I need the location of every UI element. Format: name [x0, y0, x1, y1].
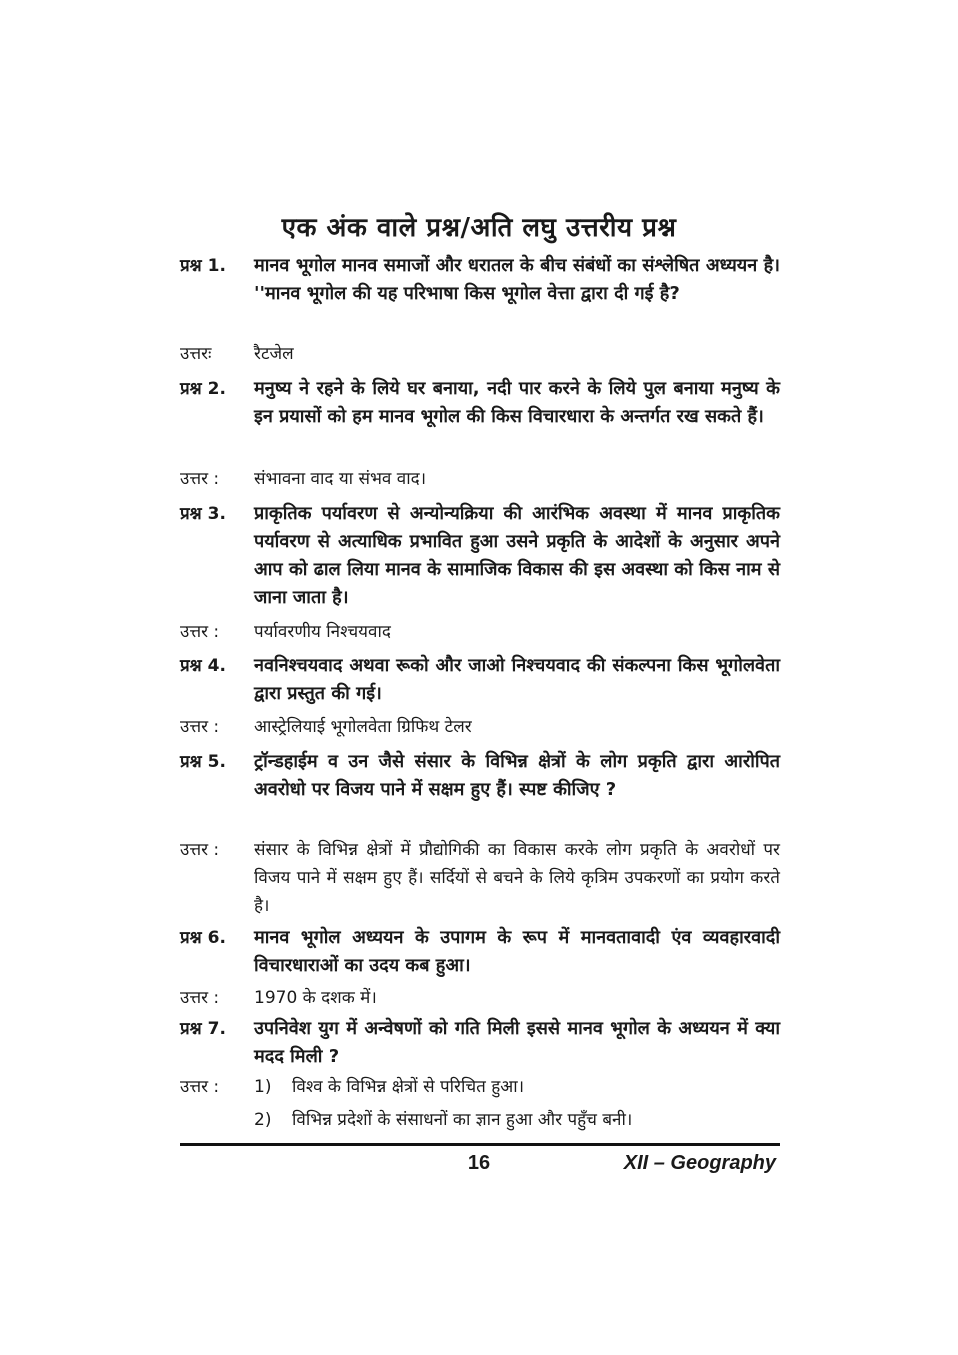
- answer-label: उत्तर :: [180, 1077, 220, 1097]
- answer-block-5: [180, 836, 780, 920]
- answer-label: उत्तरः: [180, 344, 212, 364]
- answer-label: उत्तर :: [180, 469, 220, 489]
- answer-text: संभावना वाद या संभव वाद।: [254, 469, 427, 489]
- answer-label: उत्तर :: [180, 717, 220, 737]
- question-block-1: [180, 252, 780, 308]
- page-title: एक अंक वाले प्रश्न/अति लघु उत्तरीय प्रश्न: [281, 213, 677, 243]
- question-label: प्रश्न 4.: [180, 656, 226, 676]
- answer-label: उत्तर :: [180, 840, 220, 860]
- answer-block-7: [180, 1073, 780, 1134]
- question-label: प्रश्न 6.: [180, 928, 226, 948]
- footer-divider: [180, 1143, 780, 1146]
- answer-text: आस्ट्रेलियाई भूगोलवेता ग्रिफिथ टेलर: [254, 717, 472, 737]
- question-text: मानव भूगोल अध्ययन के उपागम के रूप में मानवतावादी एंव व्यवहारवादी विचारधाराओं का उदय कब हुआ।: [254, 927, 780, 976]
- question-label: प्रश्न 1.: [180, 256, 226, 276]
- question-block-5: [180, 748, 780, 804]
- question-label: प्रश्न 5.: [180, 752, 226, 772]
- answer-list: [254, 1073, 780, 1134]
- answer-block-6: [180, 984, 780, 1012]
- list-text: विश्व के विभिन्न क्षेत्रों से परिचित हुआ।: [292, 1077, 525, 1097]
- question-text: ट्रॉन्डहाईम व उन जैसे संसार के विभिन्न क्षेत्रों के लोग प्रकृति द्वारा आरोपित अवरोधो पर विजय पाने में सक्षम हुए हैं। स्पष्ट कीजिए ?: [254, 751, 780, 800]
- question-block-6: [180, 924, 780, 980]
- question-block-3: [180, 500, 780, 612]
- page-number: 16: [467, 1152, 491, 1174]
- answer-text: पर्यावरणीय निश्चयवाद: [254, 622, 391, 642]
- question-block-7: [180, 1015, 780, 1071]
- list-number: 2): [254, 1110, 272, 1130]
- question-label: प्रश्न 7.: [180, 1019, 226, 1039]
- answer-block-3: [180, 618, 780, 646]
- question-text: प्राकृतिक पर्यावरण से अन्योन्यक्रिया की आरंभिक अवस्था में मानव प्राकृतिक पर्यावरण से अत्याधिक प्रभावित हुआ उसने प्रकृति के आदेशों के अनुसार अपने आप को ढाल लिया मानव के सामाजिक विकास की इस अवस्था को किस नाम से जाना जाता है।: [254, 503, 780, 608]
- question-text: उपनिवेश युग में अन्वेषणों को गति मिली इससे मानव भूगोल के अध्ययन में क्या मदद मिली ?: [254, 1018, 780, 1067]
- answer-text: 1970 के दशक में।: [254, 988, 377, 1008]
- list-item: [254, 1106, 780, 1134]
- answer-block-4: [180, 713, 780, 741]
- question-text: नवनिश्चयवाद अथवा रूको और जाओ निश्चयवाद की संकल्पना किस भूगोलवेता द्वारा प्रस्तुत की गई।: [254, 655, 780, 704]
- question-text: मानव भूगोल मानव समाजों और धरातल के बीच संबंधों का संश्लेषित अध्ययन है। ''मानव भूगोल की यह परिभाषा किस भूगोल वेत्ता द्वारा दी गई है?: [254, 255, 780, 304]
- question-label: प्रश्न 2.: [180, 379, 226, 399]
- question-block-2: [180, 375, 780, 431]
- question-text: मनुष्य ने रहने के लिये घर बनाया, नदी पार करने के लिये पुल बनाया मनुष्य के इन प्रयासों को हम मानव भूगोल की किस विचारधारा के अन्तर्गत रख सकते हैं।: [254, 378, 780, 427]
- list-item: [254, 1073, 780, 1101]
- answer-text: रैटजेल: [254, 344, 294, 364]
- list-text: विभिन्न प्रदेशों के संसाधनों का ज्ञान हुआ और पहुँच बनी।: [292, 1110, 633, 1130]
- answer-label: उत्तर :: [180, 988, 220, 1008]
- list-number: 1): [254, 1077, 272, 1097]
- answer-label: उत्तर :: [180, 622, 220, 642]
- answer-block-1: [180, 340, 780, 368]
- question-label: प्रश्न 3.: [180, 504, 226, 524]
- book-title: XII – Geography: [623, 1152, 776, 1174]
- question-block-4: [180, 652, 780, 708]
- answer-block-2: [180, 465, 780, 493]
- answer-text: संसार के विभिन्न क्षेत्रों में प्रौद्योगिकी का विकास करके लोग प्रकृति के अवरोधों पर विजय पाने में सक्षम हुए हैं। सर्दियों से बचने के लिये कृत्रिम उपकरणों का प्रयोग करते है।: [254, 840, 780, 916]
